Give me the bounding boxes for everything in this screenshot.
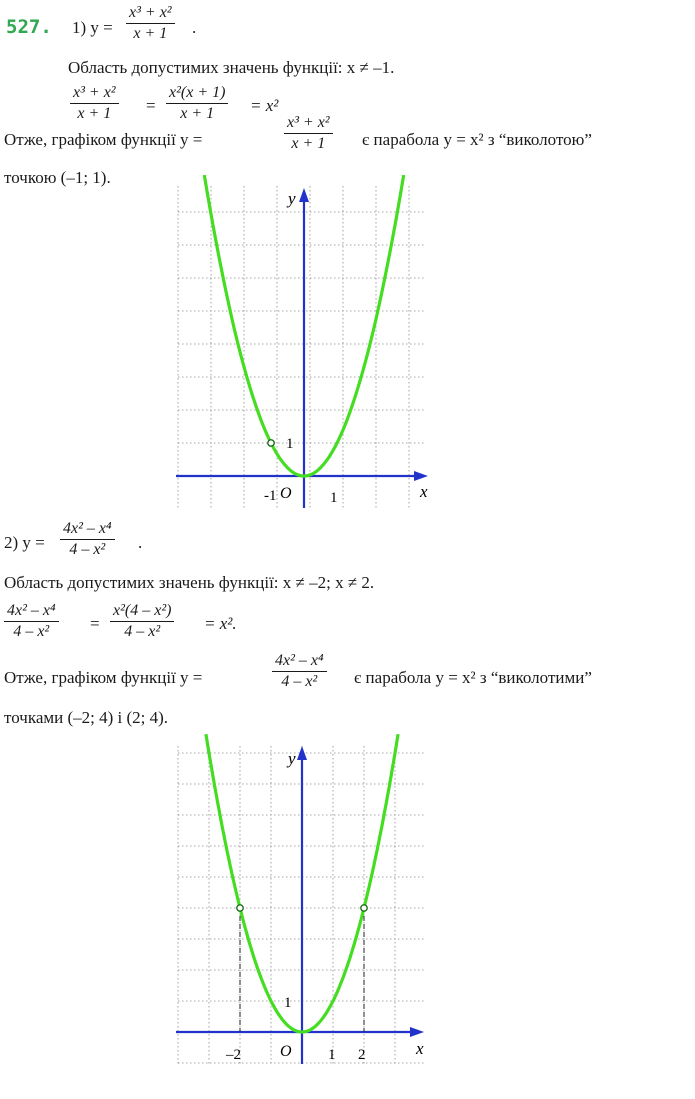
graph2-grid bbox=[178, 746, 425, 1064]
graph2-tick-x-neg: –2 bbox=[226, 1047, 241, 1063]
graph2-tick-y: 1 bbox=[284, 995, 292, 1011]
graph2-parabola bbox=[206, 734, 398, 1032]
g1-x-axis-arrow bbox=[414, 471, 428, 481]
part2-domain: Область допустимих значень функції: x ≠ –2; x ≠ 2. bbox=[4, 573, 375, 592]
part1-simp-num1: x³ + x² bbox=[70, 84, 119, 104]
g2-hole-point bbox=[361, 905, 367, 911]
part2-conc-den: 4 – x² bbox=[281, 673, 318, 690]
graph2-y-label: y bbox=[288, 749, 296, 768]
part1-simp-den2: x + 1 bbox=[180, 105, 215, 122]
graph1-axes bbox=[176, 188, 428, 508]
graph2-x-label: x bbox=[416, 1039, 424, 1058]
part1-fraction bbox=[126, 4, 175, 43]
part1-simp-den1: x + 1 bbox=[77, 105, 112, 122]
graph2-axes bbox=[176, 746, 424, 1064]
part1-conclusion-b: є парабола y = x² з “виколотою” bbox=[362, 130, 592, 149]
part2-eq: = bbox=[90, 614, 100, 633]
part1-conclusion-a: Отже, графіком функції y = bbox=[4, 130, 203, 149]
part1-conc-den: x + 1 bbox=[291, 135, 326, 152]
part2-conclusion-frac bbox=[272, 652, 327, 691]
part2-conclusion-c: точками (–2; 4) і (2; 4). bbox=[4, 708, 169, 727]
part2-simp-frac2 bbox=[110, 602, 174, 641]
graph1-parabola bbox=[204, 175, 403, 476]
part1-simp-frac2 bbox=[166, 84, 228, 123]
problem-number: 527. bbox=[6, 16, 52, 38]
graph1-holes bbox=[268, 440, 274, 446]
g2-y-axis-arrow bbox=[297, 746, 307, 760]
part1-eq: = bbox=[146, 96, 156, 115]
graph2-holes bbox=[237, 905, 367, 911]
part2-result: = x². bbox=[204, 614, 237, 633]
part1-conc-num: x³ + x² bbox=[284, 114, 333, 134]
part2-simp-num2: x²(4 – x²) bbox=[110, 602, 174, 622]
graph1-x-label: x bbox=[420, 482, 428, 501]
graph1-tick-y: 1 bbox=[286, 436, 294, 452]
part2-period: . bbox=[138, 533, 143, 552]
part2-simp-num1: 4x² – x⁴ bbox=[4, 602, 59, 622]
g2-hole-point bbox=[237, 905, 243, 911]
graph2-dashed-guides bbox=[240, 908, 364, 1032]
g1-y-axis-arrow bbox=[299, 188, 309, 202]
part2-conc-num: 4x² – x⁴ bbox=[272, 652, 327, 672]
part1-simp-num2: x²(x + 1) bbox=[166, 84, 228, 104]
part2-frac-den: 4 – x² bbox=[69, 541, 106, 558]
part1-period: . bbox=[192, 18, 197, 37]
g1-hole-point bbox=[268, 440, 274, 446]
part2-simp-den2: 4 – x² bbox=[124, 623, 161, 640]
graph1-tick-x-neg: -1 bbox=[264, 488, 277, 504]
part1-frac-den: x + 1 bbox=[133, 25, 168, 42]
g2-x-axis-arrow bbox=[410, 1027, 424, 1037]
part1-label: 1) y = bbox=[72, 18, 113, 37]
graph2-tick-x-pos1: 1 bbox=[328, 1047, 336, 1063]
graph1-origin: O bbox=[280, 485, 292, 502]
part1-frac-num: x³ + x² bbox=[126, 4, 175, 24]
part1-result: = x² bbox=[250, 96, 279, 115]
part2-frac-num: 4x² – x⁴ bbox=[60, 520, 115, 540]
part1-conclusion-frac bbox=[284, 114, 333, 153]
part2-conclusion-b: є парабола y = x² з “виколотими” bbox=[354, 668, 592, 687]
part2-simp-den1: 4 – x² bbox=[13, 623, 50, 640]
part1-simp-frac1 bbox=[70, 84, 119, 123]
part2-conclusion-a: Отже, графіком функції y = bbox=[4, 668, 203, 687]
part1-domain: Область допустимих значень функції: x ≠ –1. bbox=[68, 58, 395, 77]
graph2-origin: O bbox=[280, 1043, 292, 1060]
graph2-tick-x-pos2: 2 bbox=[358, 1047, 366, 1063]
part2-label: 2) y = bbox=[4, 533, 45, 552]
graph1-tick-x-pos: 1 bbox=[330, 490, 338, 506]
graph1-grid bbox=[178, 186, 425, 508]
graph1-y-label: y bbox=[288, 189, 296, 208]
part1-conclusion-c: точкою (–1; 1). bbox=[4, 168, 111, 187]
part2-fraction bbox=[60, 520, 115, 559]
part2-simp-frac1 bbox=[4, 602, 59, 641]
